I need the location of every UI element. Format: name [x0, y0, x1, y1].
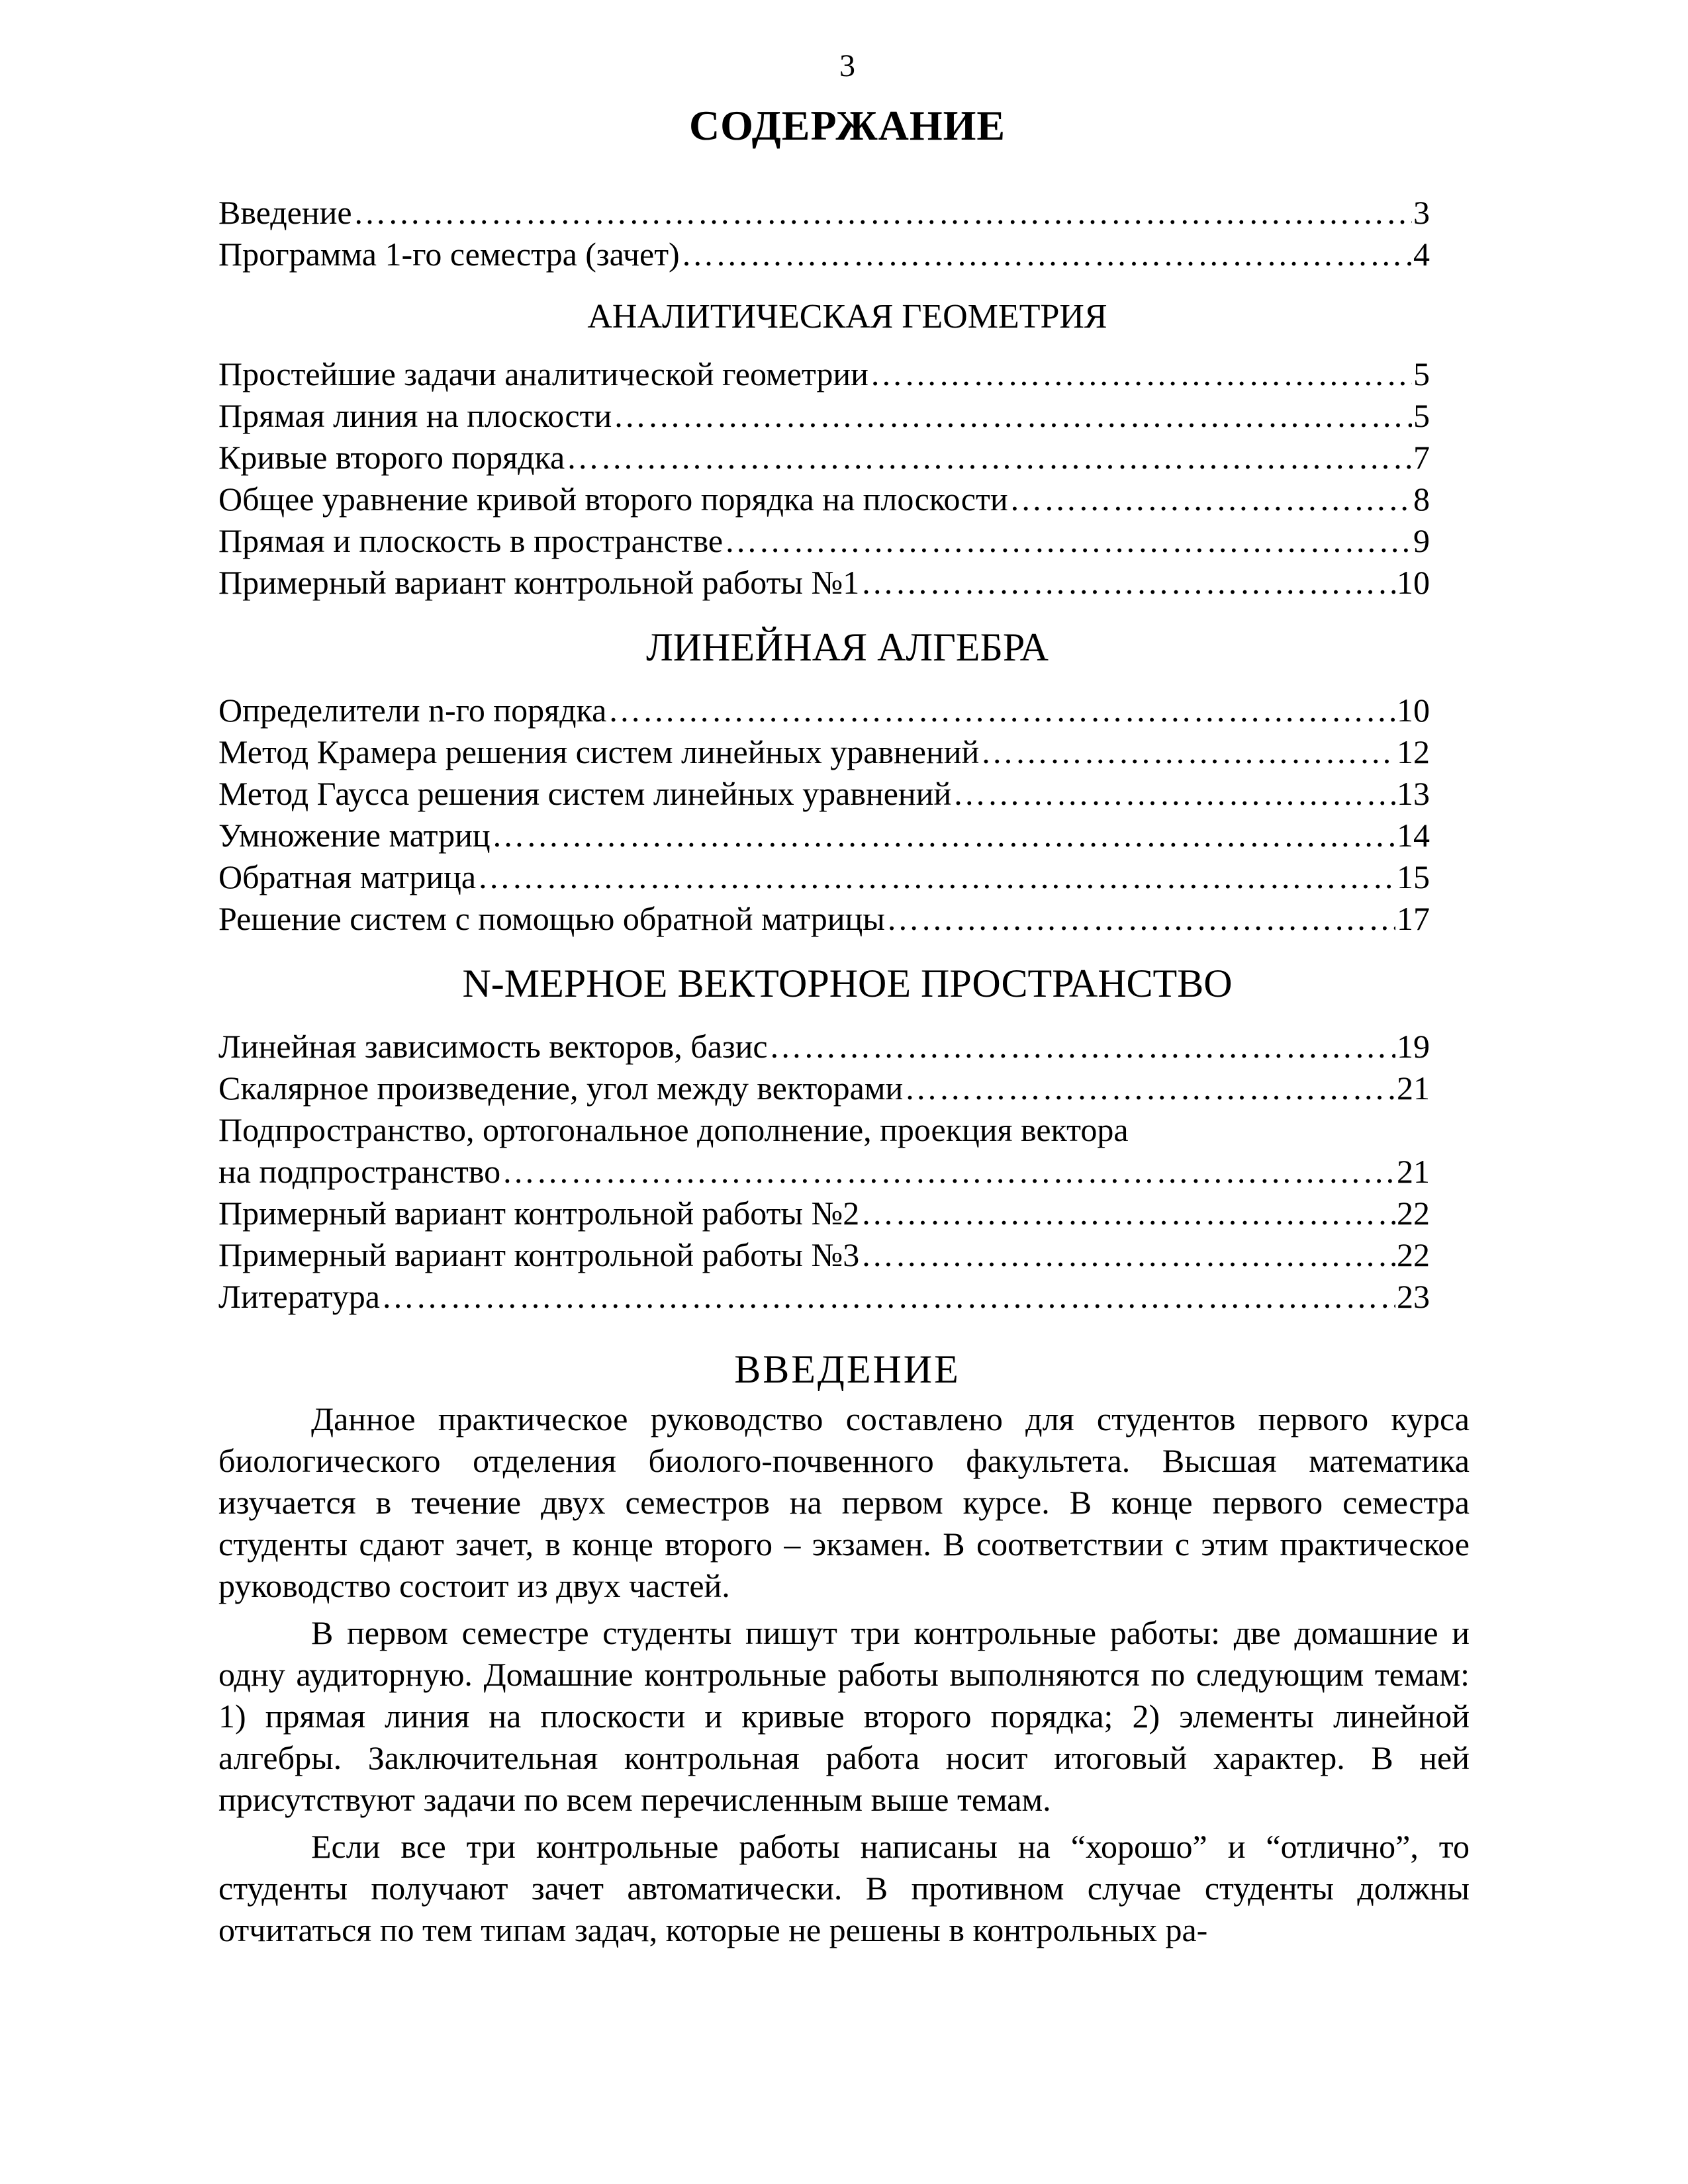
toc-leader-dots: [608, 690, 1395, 731]
toc-entry-page: 9: [1413, 522, 1430, 559]
document-page: [218, 46, 1476, 1956]
toc-entry[interactable]: [218, 1026, 1430, 1068]
toc-entry-title: Примерный вариант контрольной работы №2: [218, 1195, 860, 1232]
toc-entry[interactable]: [218, 1276, 1430, 1318]
toc-leader-dots: [724, 520, 1412, 562]
toc-entry-title: Метод Крамера решения систем линейных уравнений: [218, 733, 980, 770]
intro-paragraph: В первом семестре студенты пишут три контрольные работы: две домашние и одну аудиторную. Домашние контрольные работы выполняются по следующим темам: 1) прямая линия на плоскости и кривые второго порядка; 2) элементы линейной алгебры. Заключительная контрольная работа носит итоговый характер. В ней присутствуют задачи по всем перечисленным выше темам.: [218, 1614, 1470, 1818]
toc-entry-title: Прямая и плоскость в пространстве: [218, 522, 724, 559]
toc-entry-page: 22: [1397, 1236, 1430, 1273]
toc-leader-dots: [492, 815, 1395, 856]
toc-entry-page: 7: [1413, 439, 1430, 476]
toc-entry[interactable]: [218, 773, 1430, 815]
toc-entry-title: Умножение матриц: [218, 817, 491, 854]
toc-entry-page: 17: [1397, 900, 1430, 937]
toc-entry-page: 19: [1397, 1028, 1430, 1065]
toc-leader-dots: [1009, 478, 1412, 520]
page-title: СОДЕРЖАНИЕ: [688, 102, 1006, 149]
toc-leader-dots: [769, 1026, 1395, 1068]
toc-entry-title: Метод Гаусса решения систем линейных уравнений: [218, 775, 952, 812]
toc-entry[interactable]: [218, 1193, 1430, 1234]
toc-entry-title: Примерный вариант контрольной работы №1: [218, 564, 860, 601]
toc-leader-dots: [980, 731, 1395, 773]
toc-section-list: [218, 353, 1476, 604]
toc-leader-dots: [353, 192, 1412, 234]
toc-entry-page: 15: [1397, 858, 1430, 895]
toc-entry-multiline[interactable]: [218, 1109, 1476, 1193]
toc-entry-title: Линейная зависимость векторов, базис: [218, 1028, 768, 1065]
toc-entry-title: Простейшие задачи аналитической геометрии: [218, 355, 868, 392]
toc-leader-dots: [861, 1193, 1395, 1234]
toc-leader-dots: [904, 1068, 1395, 1109]
toc-entry[interactable]: [218, 437, 1430, 478]
toc-leader-dots: [861, 1234, 1395, 1276]
toc-entry[interactable]: [218, 1068, 1430, 1109]
section-heading-analytic-geometry: АНАЛИТИЧЕСКАЯ ГЕОМЕТРИЯ: [587, 298, 1107, 336]
toc-entry-page: 23: [1397, 1278, 1430, 1315]
toc-entry[interactable]: [218, 562, 1430, 604]
toc-entry-continuation: [218, 1151, 1430, 1193]
toc-entry-page: 4: [1413, 236, 1430, 273]
toc-entry-title: Определители n-го порядка: [218, 692, 607, 729]
toc-section-list: [218, 690, 1476, 940]
toc-leader-dots: [502, 1151, 1395, 1193]
toc-entry-title-continued: на подпространство: [218, 1153, 501, 1190]
toc-entry-page: 14: [1397, 817, 1430, 854]
toc-leader-dots: [681, 234, 1412, 275]
toc-entry-page: 22: [1397, 1195, 1430, 1232]
toc-leader-dots: [861, 562, 1395, 604]
toc-leader-dots: [566, 437, 1412, 478]
toc-leader-dots: [886, 898, 1395, 940]
toc-entry[interactable]: [218, 690, 1430, 731]
toc-leader-dots: [477, 856, 1395, 898]
toc-entry[interactable]: [218, 395, 1430, 437]
toc-leader-dots: [870, 353, 1412, 395]
toc-entry[interactable]: [218, 1234, 1430, 1276]
toc-entry[interactable]: [218, 353, 1430, 395]
toc-entry[interactable]: [218, 478, 1430, 520]
toc-entry-title: Решение систем с помощью обратной матрицы: [218, 900, 885, 937]
toc-entry-title: Общее уравнение кривой второго порядка на плоскости: [218, 480, 1008, 518]
toc-entry[interactable]: [218, 192, 1430, 234]
toc-entry-title: Программа 1-го семестра (зачет): [218, 236, 680, 273]
toc-entry-page: 10: [1397, 564, 1430, 601]
toc-section-list: [218, 1026, 1476, 1318]
toc-entry-page: 21: [1397, 1153, 1430, 1190]
section-heading-vector-space: N-МЕРНОЕ ВЕКТОРНОЕ ПРОСТРАНСТВО: [462, 962, 1233, 1005]
toc-entry-title: Обратная матрица: [218, 858, 477, 895]
page-number: 3: [839, 48, 855, 83]
toc-entry[interactable]: [218, 520, 1430, 562]
toc-entry[interactable]: [218, 234, 1430, 275]
toc-leader-dots: [381, 1276, 1395, 1318]
toc-entry-title: Примерный вариант контрольной работы №3: [218, 1236, 860, 1273]
toc-entry-page: 21: [1397, 1069, 1430, 1107]
toc-entry[interactable]: [218, 815, 1430, 856]
toc-front-list: [218, 192, 1476, 275]
toc-entry-title: Прямая линия на плоскости: [218, 397, 612, 434]
toc-leader-dots: [953, 773, 1395, 815]
toc-entry-title: Скалярное произведение, угол между векторами: [218, 1069, 904, 1107]
intro-heading: ВВЕДЕНИЕ: [734, 1347, 961, 1391]
toc-entry-title: Введение: [218, 194, 352, 231]
toc-leader-dots: [613, 395, 1412, 437]
toc-entry-page: 5: [1413, 397, 1430, 434]
toc-entry[interactable]: [218, 856, 1430, 898]
toc-entry-page: 8: [1413, 480, 1430, 518]
section-heading-linear-algebra: ЛИНЕЙНАЯ АЛГЕБРА: [646, 625, 1049, 669]
intro-paragraph: Если все три контрольные работы написаны на “хорошо” и “отлично”, то студенты получают зачет автоматически. В противном случае студенты должны отчитаться по тем типам задач, которые не решены в контрольных ра-: [218, 1828, 1470, 1948]
toc-entry[interactable]: [218, 731, 1430, 773]
toc-entry-title: Подпространство, ортогональное дополнение, проекция вектора: [218, 1111, 1129, 1148]
toc-entry-page: 3: [1413, 194, 1430, 231]
toc-entry-page: 13: [1397, 775, 1430, 812]
toc-entry[interactable]: [218, 898, 1430, 940]
toc-entry-page: 5: [1413, 355, 1430, 392]
toc-entry-title: Кривые второго порядка: [218, 439, 565, 476]
toc-entry-page: 10: [1397, 692, 1430, 729]
toc-entry-title: Литература: [218, 1278, 380, 1315]
intro-paragraph: Данное практическое руководство составлено для студентов первого курса биологического отделения биолого-почвенного факультета. Высшая математика изучается в течение двух семестров на первом курсе. В конце первого семестра студенты сдают зачет, в конце второго – экзамен. В соответствии с этим практическое руководство состоит из двух частей.: [218, 1400, 1470, 1604]
toc-entry-page: 12: [1397, 733, 1430, 770]
